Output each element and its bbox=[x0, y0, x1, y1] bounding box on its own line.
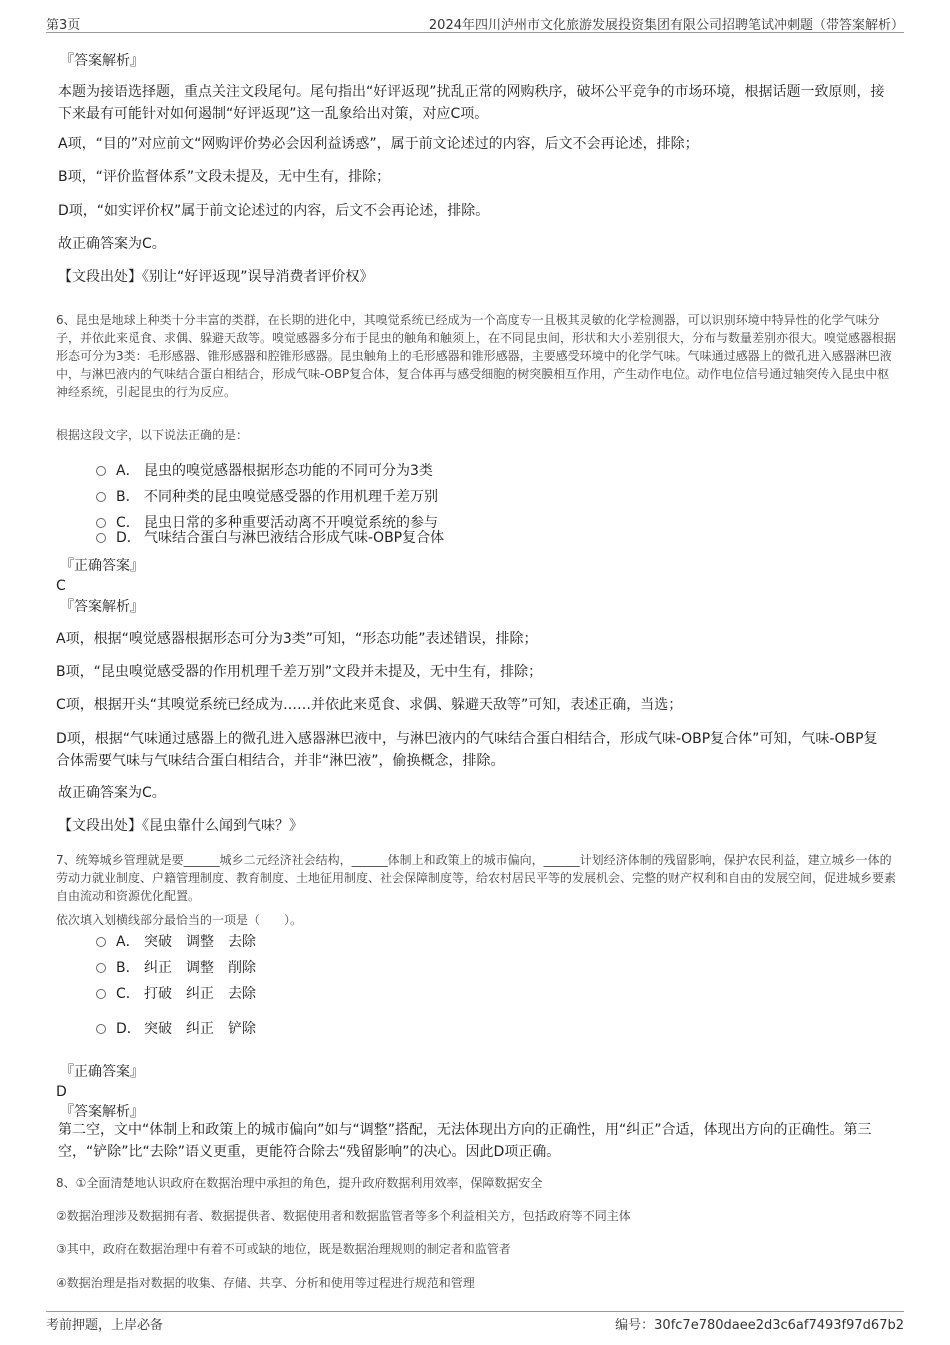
q6-option-b[interactable]: B． 不同种类的昆虫嗅觉感受器的作用机理千差万别 bbox=[96, 487, 438, 507]
q5-analysis-option-b: B项，“评价监督体系”文段未提及，无中生有，排除； bbox=[58, 169, 391, 185]
q8-sentence-4: ④数据治理是指对数据的收集、存储、共享、分析和使用等过程进行规范和管理 bbox=[56, 1276, 475, 1290]
footer-slogan: 考前押题，上岸必备 bbox=[46, 1318, 164, 1333]
q7-analysis-label: 『答案解析』 bbox=[60, 1104, 144, 1120]
q7-option-a[interactable]: A． 突破 调整 去除 bbox=[96, 932, 270, 952]
q7-answer-label: 『正确答案』 bbox=[60, 1064, 144, 1080]
q5-analysis-option-d: D项，“如实评价权”属于前文论述过的内容，后文不会再论述，排除。 bbox=[58, 203, 490, 219]
q7-answer: D bbox=[56, 1084, 67, 1100]
q7-option-b[interactable]: B． 纠正 调整 削除 bbox=[96, 958, 270, 978]
q5-analysis-label: 『答案解析』 bbox=[60, 53, 144, 69]
q7-prompt: 依次填入划横线部分最恰当的一项是（ ）。 bbox=[56, 913, 303, 927]
q8-sentence-3: ③其中，政府在数据治理中有着不可或缺的地位，既是数据治理规则的制定者和监管者 bbox=[56, 1242, 511, 1256]
q6-option-c[interactable]: C． 昆虫日常的多种重要活动离不开嗅觉系统的参与 bbox=[96, 513, 438, 533]
radio-icon[interactable] bbox=[96, 989, 106, 999]
q7-analysis: 第二空，文中“体制上和政策上的城市偏向”如与“调整”搭配，无法体现出方向的正确性，用“纠正”合适，体现出方向的正确性。第三空，“铲除”比“去除”语义更重，更能符合除去“残留影响”的决心。因此D项正确。 bbox=[58, 1122, 872, 1160]
q5-conclusion: 故正确答案为C。 bbox=[58, 236, 166, 252]
footer-divider bbox=[46, 1311, 904, 1312]
q6-analysis-option-d: D项，根据“气味通过感器上的微孔进入感器淋巴液中，与淋巴液内的气味结合蛋白相结合，形成气味-OBP复合体”可知，气味-OBP复合体需要气味与气味结合蛋白相结合，并非“淋巴液”，偷换概念，排除。 bbox=[56, 731, 878, 769]
q8-sentence-1: 8、①全面清楚地认识政府在数据治理中承担的角色，提升政府数据利用效率，保障数据安全 bbox=[56, 1176, 543, 1190]
q6-analysis-option-c: C项，根据开头“其嗅觉系统已经成为……并依此来觅食、求偶、躲避天敌等”可知，表述正确，当选； bbox=[56, 697, 683, 713]
q6-answer-label: 『正确答案』 bbox=[60, 558, 144, 574]
q6-stem: 6、昆虫是地球上种类十分丰富的类群，在长期的进化中，其嗅觉系统已经成为一个高度专一且极其灵敏的化学检测器，可以识别环境中特异性的化学气味分子，并依此来觅食、求偶、躲避天敌等。嗅觉感器多分布于昆虫的触角和触须上，在不同昆虫间，形状和大小差别很大，分布与数量差别亦很大。嗅觉感器根据形态可分为3类：毛形感器、锥形感器和腔锥形感器。昆虫触角上的毛形感器和锥形感器，主要感受环境中的化学气味。气味通过感器上的微孔进入感器淋巴液中，与淋巴液内的气味结合蛋白相结合，形成气味-OBP复合体，复合体再与感受细胞的树突膜相互作用，产生动作电位。动作电位信号通过轴突传入昆虫中枢神经系统，引起昆虫的行为反应。 bbox=[56, 313, 897, 399]
q5-analysis-paragraph: 本题为接语选择题，重点关注文段尾句。尾句指出“好评返现”扰乱正常的网购秩序，破坏公平竞争的市场环境，根据话题一致原则，接下来最有可能针对如何遏制“好评返现”这一乱象给出对策，对应C项。 bbox=[58, 84, 885, 122]
radio-icon[interactable] bbox=[96, 466, 106, 476]
q6-conclusion: 故正确答案为C。 bbox=[58, 785, 166, 801]
q6-source: 【文段出处】《昆虫靠什么闻到气味？》 bbox=[58, 818, 303, 834]
radio-icon[interactable] bbox=[96, 533, 106, 543]
q5-source: 【文段出处】《别让“好评返现”误导消费者评价权》 bbox=[58, 269, 374, 285]
radio-icon[interactable] bbox=[96, 518, 106, 528]
q7-option-d[interactable]: D． 突破 纠正 铲除 bbox=[96, 1019, 270, 1039]
document-id: 编号：30fc7e780daee2d3c6af7493f97d67b2 bbox=[615, 1318, 904, 1333]
radio-icon[interactable] bbox=[96, 1024, 106, 1034]
radio-icon[interactable] bbox=[96, 492, 106, 502]
q6-option-a[interactable]: A． 昆虫的嗅觉感器根据形态功能的不同可分为3类 bbox=[96, 461, 433, 481]
page-number: 第3页 bbox=[46, 18, 81, 33]
q5-analysis-option-a: A项，“目的”对应前文“网购评价势必会因利益诱惑”，属于前文论述过的内容，后文不会再论述，排除； bbox=[58, 136, 699, 152]
q6-prompt: 根据这段文字，以下说法正确的是： bbox=[56, 428, 249, 442]
radio-icon[interactable] bbox=[96, 937, 106, 947]
q6-analysis-label: 『答案解析』 bbox=[60, 599, 144, 615]
q8-sentence-2: ②数据治理涉及数据拥有者、数据提供者、数据使用者和数据监管者等多个利益相关方，包括政府等不同主体 bbox=[56, 1209, 631, 1223]
header-divider bbox=[46, 32, 904, 33]
q6-option-d[interactable]: D． 气味结合蛋白与淋巴液结合形成气味-OBP复合体 bbox=[96, 528, 444, 548]
q7-option-c[interactable]: C． 打破 纠正 去除 bbox=[96, 984, 270, 1004]
q6-answer: C bbox=[56, 578, 66, 594]
q7-stem: 7、统筹城乡管理就是要______城乡二元经济社会结构，______体制上和政策上的城市偏向，______计划经济体制的残留影响，保护农民利益，建立城乡一体的劳动力就业制度、户籍管理制度、教育制度、土地征用制度、社会保障制度等，给农村居民平等的发展机会、完整的财产权利和自由的发展空间，促进城乡要素自由流动和资源优化配置。 bbox=[56, 853, 897, 903]
q6-analysis-option-a: A项，根据“嗅觉感器根据形态可分为3类”可知，“形态功能”表述错误，排除； bbox=[56, 631, 538, 647]
document-title: 2024年四川泸州市文化旅游发展投资集团有限公司招聘笔试冲刺题（带答案解析） bbox=[428, 18, 904, 33]
radio-icon[interactable] bbox=[96, 963, 106, 973]
q6-analysis-option-b: B项，“昆虫嗅觉感受器的作用机理千差万别”文段并未提及，无中生有，排除； bbox=[56, 664, 543, 680]
